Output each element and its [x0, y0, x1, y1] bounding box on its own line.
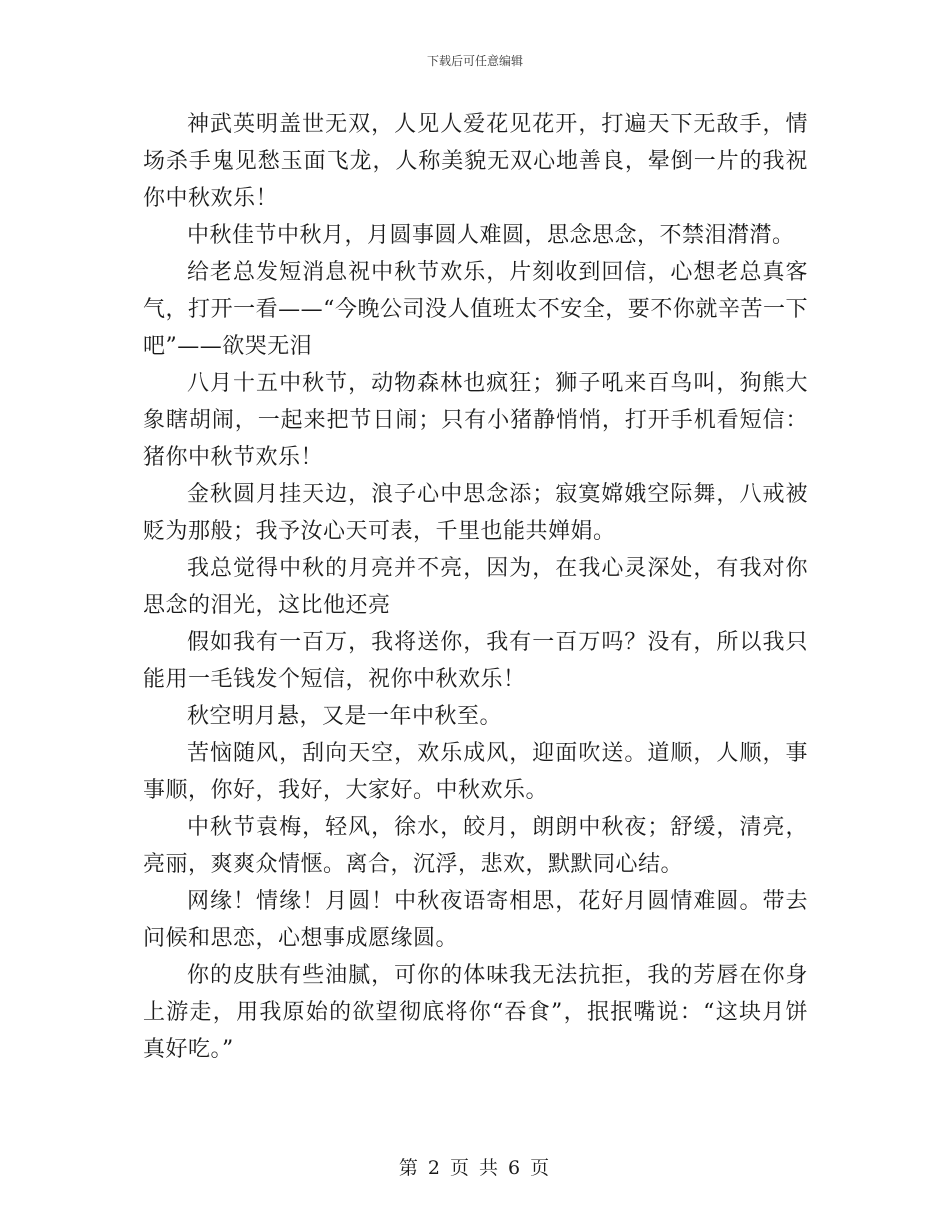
- paragraph: 我总觉得中秋的月亮并不亮，因为，在我心灵深处，有我对你思念的泪光，这比他还亮: [143, 556, 808, 618]
- paragraph: 苦恼随风，刮向天空，欢乐成风，迎面吹送。道顺，人顺，事事顺，你好，我好，大家好。中秋欢乐。: [143, 741, 808, 803]
- paragraph: 秋空明月悬，又是一年中秋至。: [187, 704, 503, 729]
- paragraph: 网缘！情缘！月圆！中秋夜语寄相思，花好月圆情难圆。带去问候和思恋，心想事成愿缘圆。: [143, 889, 808, 951]
- paragraph: 中秋佳节中秋月，月圆事圆人难圆，思念思念，不禁泪潸潸。: [187, 223, 795, 248]
- paragraph: 假如我有一百万，我将送你，我有一百万吗？没有，所以我只能用一毛钱发个短信，祝你中秋欢乐！: [143, 630, 808, 692]
- paragraph: 金秋圆月挂天边，浪子心中思念添；寂寞嫦娥空际舞，八戒被贬为那般；我予汝心天可表，千里也能共婵娟。: [143, 482, 808, 544]
- paragraph: 神武英明盖世无双，人见人爱花见花开，打遍天下无敌手，情场杀手鬼见愁玉面飞龙，人称美貌无双心地善良，晕倒一片的我祝你中秋欢乐！: [143, 112, 808, 211]
- document-body: [143, 106, 808, 1068]
- paragraph: 给老总发短消息祝中秋节欢乐，片刻收到回信，心想老总真客气，打开一看——“今晚公司没人值班太不安全，要不你就辛苦一下吧”——欲哭无泪: [143, 260, 808, 359]
- paragraph: 你的皮肤有些油腻，可你的体味我无法抗拒，我的芳唇在你身上游走，用我原始的欲望彻底将你“吞食”，抿抿嘴说：“这块月饼真好吃。”: [143, 963, 808, 1062]
- page-number-footer: 第 2 页 共 6 页: [398, 1157, 552, 1179]
- page-header: 下载后可任意编辑: [426, 54, 523, 68]
- paragraph: 中秋节袁梅，轻风，徐水，皎月，朗朗中秋夜；舒缓，清亮，亮丽，爽爽众情惬。离合，沉浮，悲欢，默默同心结。: [143, 815, 808, 877]
- paragraph: 八月十五中秋节，动物森林也疯狂；狮子吼来百鸟叫，狗熊大象瞎胡闹，一起来把节日闹；只有小猪静悄悄，打开手机看短信：猪你中秋节欢乐！: [143, 371, 808, 470]
